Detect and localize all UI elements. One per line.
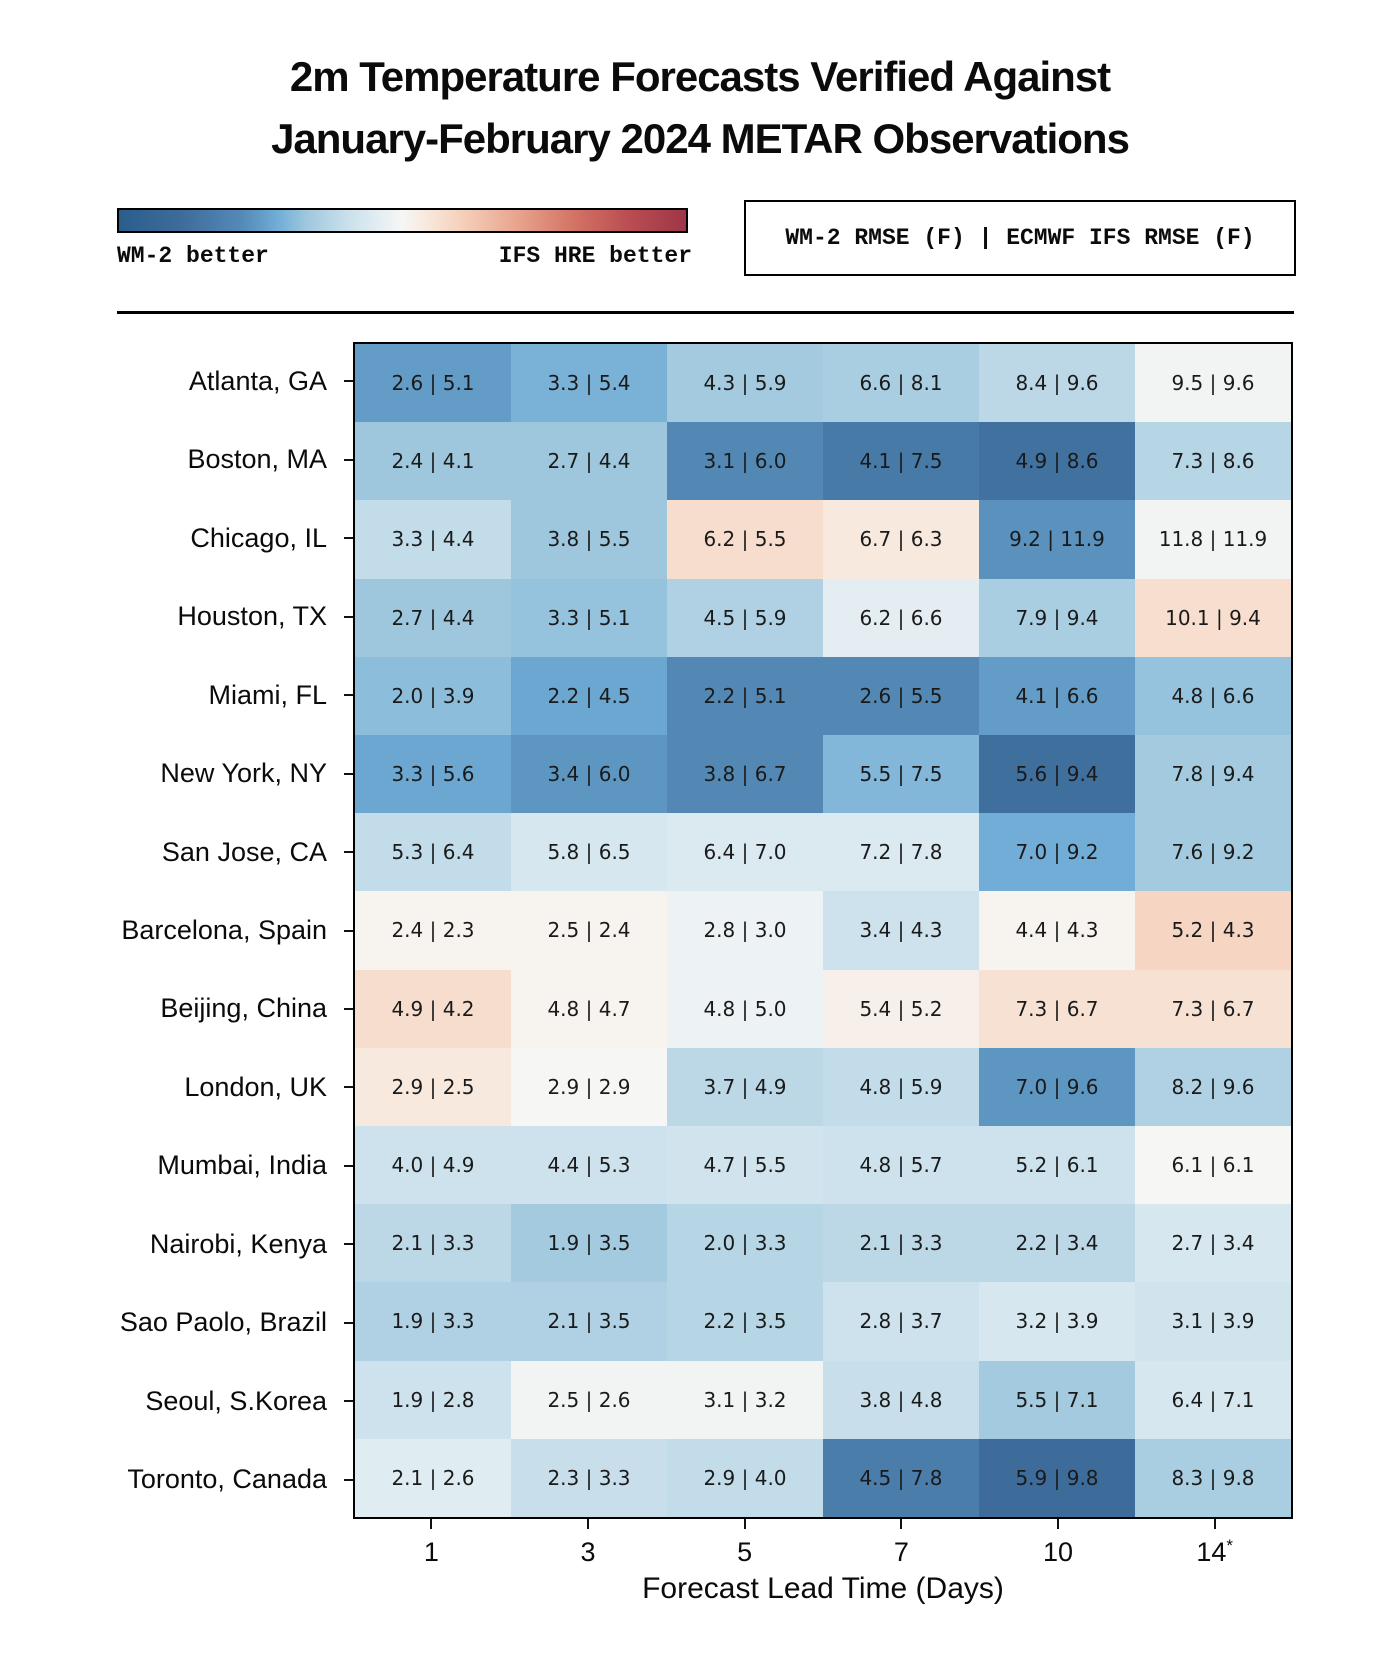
- heatmap-cell: 3.8 | 4.8: [823, 1361, 979, 1439]
- y-axis-label: Houston, TX: [0, 577, 353, 655]
- y-tick-mark: [344, 1243, 353, 1245]
- heatmap-cell: 2.5 | 2.6: [511, 1361, 667, 1439]
- heatmap-cell: 5.2 | 4.3: [1135, 891, 1291, 969]
- heatmap-cell: 4.8 | 4.7: [511, 970, 667, 1048]
- legend-box-label: WM-2 RMSE (F) | ECMWF IFS RMSE (F): [785, 225, 1255, 251]
- x-axis-title: Forecast Lead Time (Days): [642, 1572, 1004, 1605]
- y-axis-label: Nairobi, Kenya: [0, 1205, 353, 1283]
- heatmap-cell: 7.9 | 9.4: [979, 579, 1135, 657]
- heatmap-cell: 2.0 | 3.9: [355, 657, 511, 735]
- heatmap-cell: 2.2 | 5.1: [667, 657, 823, 735]
- heatmap-cell: 9.2 | 11.9: [979, 500, 1135, 578]
- heatmap-cell: 6.4 | 7.1: [1135, 1361, 1291, 1439]
- heatmap-cell: 4.5 | 5.9: [667, 579, 823, 657]
- chart-title: [0, 46, 1400, 170]
- heatmap-cell: 2.4 | 2.3: [355, 891, 511, 969]
- y-axis-label: Miami, FL: [0, 656, 353, 734]
- y-tick-mark: [344, 1165, 353, 1167]
- x-axis-tick-label: 3: [510, 1519, 667, 1568]
- heatmap-cell: 6.6 | 8.1: [823, 344, 979, 422]
- heatmap-cell: 7.3 | 8.6: [1135, 422, 1291, 500]
- heatmap-cell: 4.5 | 7.8: [823, 1439, 979, 1517]
- heatmap-cell: 2.7 | 4.4: [511, 422, 667, 500]
- heatmap-cell: 5.9 | 9.8: [979, 1439, 1135, 1517]
- heatmap-cell: 2.7 | 3.4: [1135, 1204, 1291, 1282]
- heatmap-cell: 7.0 | 9.2: [979, 813, 1135, 891]
- heatmap-cell: 11.8 | 11.9: [1135, 500, 1291, 578]
- heatmap-cell: 3.3 | 5.1: [511, 579, 667, 657]
- y-axis-label: Mumbai, India: [0, 1127, 353, 1205]
- heatmap-cell: 3.1 | 6.0: [667, 422, 823, 500]
- heatmap-cell: 2.6 | 5.1: [355, 344, 511, 422]
- chart-title-line2: January-February 2024 METAR Observations: [271, 115, 1129, 162]
- heatmap-cell: 6.2 | 5.5: [667, 500, 823, 578]
- heatmap-cell: 3.2 | 3.9: [979, 1282, 1135, 1360]
- heatmap-cell: 3.4 | 4.3: [823, 891, 979, 969]
- x-axis-tick-label: 1: [353, 1519, 510, 1568]
- heatmap-cell: 7.8 | 9.4: [1135, 735, 1291, 813]
- heatmap-cell: 6.7 | 6.3: [823, 500, 979, 578]
- y-axis-label: San Jose, CA: [0, 813, 353, 891]
- heatmap-cell: 5.8 | 6.5: [511, 813, 667, 891]
- heatmap-cell: 4.8 | 5.9: [823, 1048, 979, 1126]
- x-axis-ticks: [353, 1519, 1293, 1568]
- heatmap-cell: 7.6 | 9.2: [1135, 813, 1291, 891]
- y-axis-label: New York, NY: [0, 734, 353, 812]
- heatmap-cell: 2.1 | 3.3: [823, 1204, 979, 1282]
- y-tick-mark: [344, 1086, 353, 1088]
- heatmap-cell: 2.7 | 4.4: [355, 579, 511, 657]
- y-tick-mark: [344, 459, 353, 461]
- heatmap-cell: 2.1 | 3.3: [355, 1204, 511, 1282]
- x-tick-mark: [430, 1519, 432, 1529]
- y-tick-mark: [344, 1322, 353, 1324]
- colorbar-gradient: [117, 208, 688, 233]
- separator-line: [117, 311, 1294, 314]
- heatmap-cell: 2.9 | 2.5: [355, 1048, 511, 1126]
- heatmap-cell: 6.4 | 7.0: [667, 813, 823, 891]
- y-tick-mark: [344, 537, 353, 539]
- x-tick-mark: [744, 1519, 746, 1529]
- heatmap-cell: 5.4 | 5.2: [823, 970, 979, 1048]
- heatmap-cell: 8.2 | 9.6: [1135, 1048, 1291, 1126]
- heatmap-cell: 1.9 | 3.5: [511, 1204, 667, 1282]
- heatmap-cell: 7.3 | 6.7: [1135, 970, 1291, 1048]
- heatmap-cell: 4.8 | 6.6: [1135, 657, 1291, 735]
- heatmap-cell: 2.3 | 3.3: [511, 1439, 667, 1517]
- y-axis-label: London, UK: [0, 1048, 353, 1126]
- y-axis-label: Sao Paolo, Brazil: [0, 1284, 353, 1362]
- y-axis-label: Beijing, China: [0, 970, 353, 1048]
- heatmap-cell: 2.2 | 4.5: [511, 657, 667, 735]
- heatmap-cell: 2.8 | 3.7: [823, 1282, 979, 1360]
- x-tick-mark: [900, 1519, 902, 1529]
- y-tick-mark: [344, 380, 353, 382]
- heatmap-cell: 6.1 | 6.1: [1135, 1126, 1291, 1204]
- heatmap-cell: 2.2 | 3.4: [979, 1204, 1135, 1282]
- y-axis-label: Atlanta, GA: [0, 342, 353, 420]
- heatmap-cell: 4.4 | 5.3: [511, 1126, 667, 1204]
- colorbar-left-label: WM-2 better: [117, 243, 269, 269]
- y-tick-mark: [344, 1008, 353, 1010]
- heatmap-cell: 2.1 | 3.5: [511, 1282, 667, 1360]
- heatmap-cell: 1.9 | 2.8: [355, 1361, 511, 1439]
- y-tick-mark: [344, 851, 353, 853]
- legend-box: [744, 200, 1296, 276]
- x-axis-tick-label: 10: [980, 1519, 1137, 1568]
- heatmap-cell: 4.8 | 5.7: [823, 1126, 979, 1204]
- heatmap-cell: 7.0 | 9.6: [979, 1048, 1135, 1126]
- x-axis-tick-label: 14*: [1136, 1519, 1293, 1568]
- heatmap-cell: 4.4 | 4.3: [979, 891, 1135, 969]
- heatmap-grid: [353, 342, 1293, 1519]
- y-tick-mark: [344, 1479, 353, 1481]
- heatmap-cell: 9.5 | 9.6: [1135, 344, 1291, 422]
- heatmap-cell: 2.6 | 5.5: [823, 657, 979, 735]
- heatmap-cell: 2.9 | 4.0: [667, 1439, 823, 1517]
- y-tick-mark: [344, 694, 353, 696]
- heatmap-cell: 5.5 | 7.1: [979, 1361, 1135, 1439]
- heatmap-cell: 2.9 | 2.9: [511, 1048, 667, 1126]
- heatmap-cell: 3.3 | 4.4: [355, 500, 511, 578]
- y-tick-mark: [344, 773, 353, 775]
- x-tick-mark: [1057, 1519, 1059, 1529]
- heatmap-cell: 7.2 | 7.8: [823, 813, 979, 891]
- heatmap-cell: 2.2 | 3.5: [667, 1282, 823, 1360]
- heatmap-cell: 2.8 | 3.0: [667, 891, 823, 969]
- heatmap-cell: 2.4 | 4.1: [355, 422, 511, 500]
- x-tick-mark: [587, 1519, 589, 1529]
- heatmap-cell: 6.2 | 6.6: [823, 579, 979, 657]
- heatmap-cell: 7.3 | 6.7: [979, 970, 1135, 1048]
- heatmap-cell: 4.1 | 6.6: [979, 657, 1135, 735]
- heatmap-cell: 4.8 | 5.0: [667, 970, 823, 1048]
- y-tick-mark: [344, 1400, 353, 1402]
- heatmap-cell: 3.7 | 4.9: [667, 1048, 823, 1126]
- heatmap-cell: 2.1 | 2.6: [355, 1439, 511, 1517]
- heatmap-cell: 2.0 | 3.3: [667, 1204, 823, 1282]
- heatmap-cell: 4.1 | 7.5: [823, 422, 979, 500]
- heatmap-cell: 3.8 | 6.7: [667, 735, 823, 813]
- y-axis-label: Barcelona, Spain: [0, 891, 353, 969]
- heatmap-cell: 3.3 | 5.6: [355, 735, 511, 813]
- x-tick-mark: [1214, 1519, 1216, 1529]
- heatmap-cell: 8.3 | 9.8: [1135, 1439, 1291, 1517]
- heatmap-cell: 8.4 | 9.6: [979, 344, 1135, 422]
- heatmap-cell: 4.9 | 8.6: [979, 422, 1135, 500]
- heatmap-cell: 4.9 | 4.2: [355, 970, 511, 1048]
- heatmap-cell: 3.1 | 3.9: [1135, 1282, 1291, 1360]
- y-axis-label: Toronto, Canada: [0, 1441, 353, 1519]
- y-axis-labels: [0, 342, 353, 1519]
- y-axis-label: Chicago, IL: [0, 499, 353, 577]
- y-tick-mark: [344, 930, 353, 932]
- chart-title-line1: 2m Temperature Forecasts Verified Against: [289, 53, 1111, 100]
- y-axis-label: Boston, MA: [0, 420, 353, 498]
- x-axis-tick-label: 5: [666, 1519, 823, 1568]
- heatmap-cell: 5.6 | 9.4: [979, 735, 1135, 813]
- heatmap-cell: 4.0 | 4.9: [355, 1126, 511, 1204]
- heatmap-cell: 3.3 | 5.4: [511, 344, 667, 422]
- y-axis-label: Seoul, S.Korea: [0, 1362, 353, 1440]
- heatmap-cell: 5.5 | 7.5: [823, 735, 979, 813]
- heatmap-cell: 1.9 | 3.3: [355, 1282, 511, 1360]
- heatmap-cell: 2.5 | 2.4: [511, 891, 667, 969]
- heatmap-cell: 3.1 | 3.2: [667, 1361, 823, 1439]
- heatmap-cell: 5.2 | 6.1: [979, 1126, 1135, 1204]
- colorbar-right-label: IFS HRE better: [498, 243, 692, 269]
- heatmap-cell: 4.7 | 5.5: [667, 1126, 823, 1204]
- x-axis-tick-label: 7: [823, 1519, 980, 1568]
- y-tick-mark: [344, 616, 353, 618]
- colorbar-labels: [117, 243, 692, 269]
- heatmap-cell: 3.4 | 6.0: [511, 735, 667, 813]
- heatmap-cell: 3.8 | 5.5: [511, 500, 667, 578]
- footnote-asterisk: *: [1226, 1536, 1234, 1555]
- heatmap-cell: 4.3 | 5.9: [667, 344, 823, 422]
- heatmap-cell: 5.3 | 6.4: [355, 813, 511, 891]
- heatmap-cell: 10.1 | 9.4: [1135, 579, 1291, 657]
